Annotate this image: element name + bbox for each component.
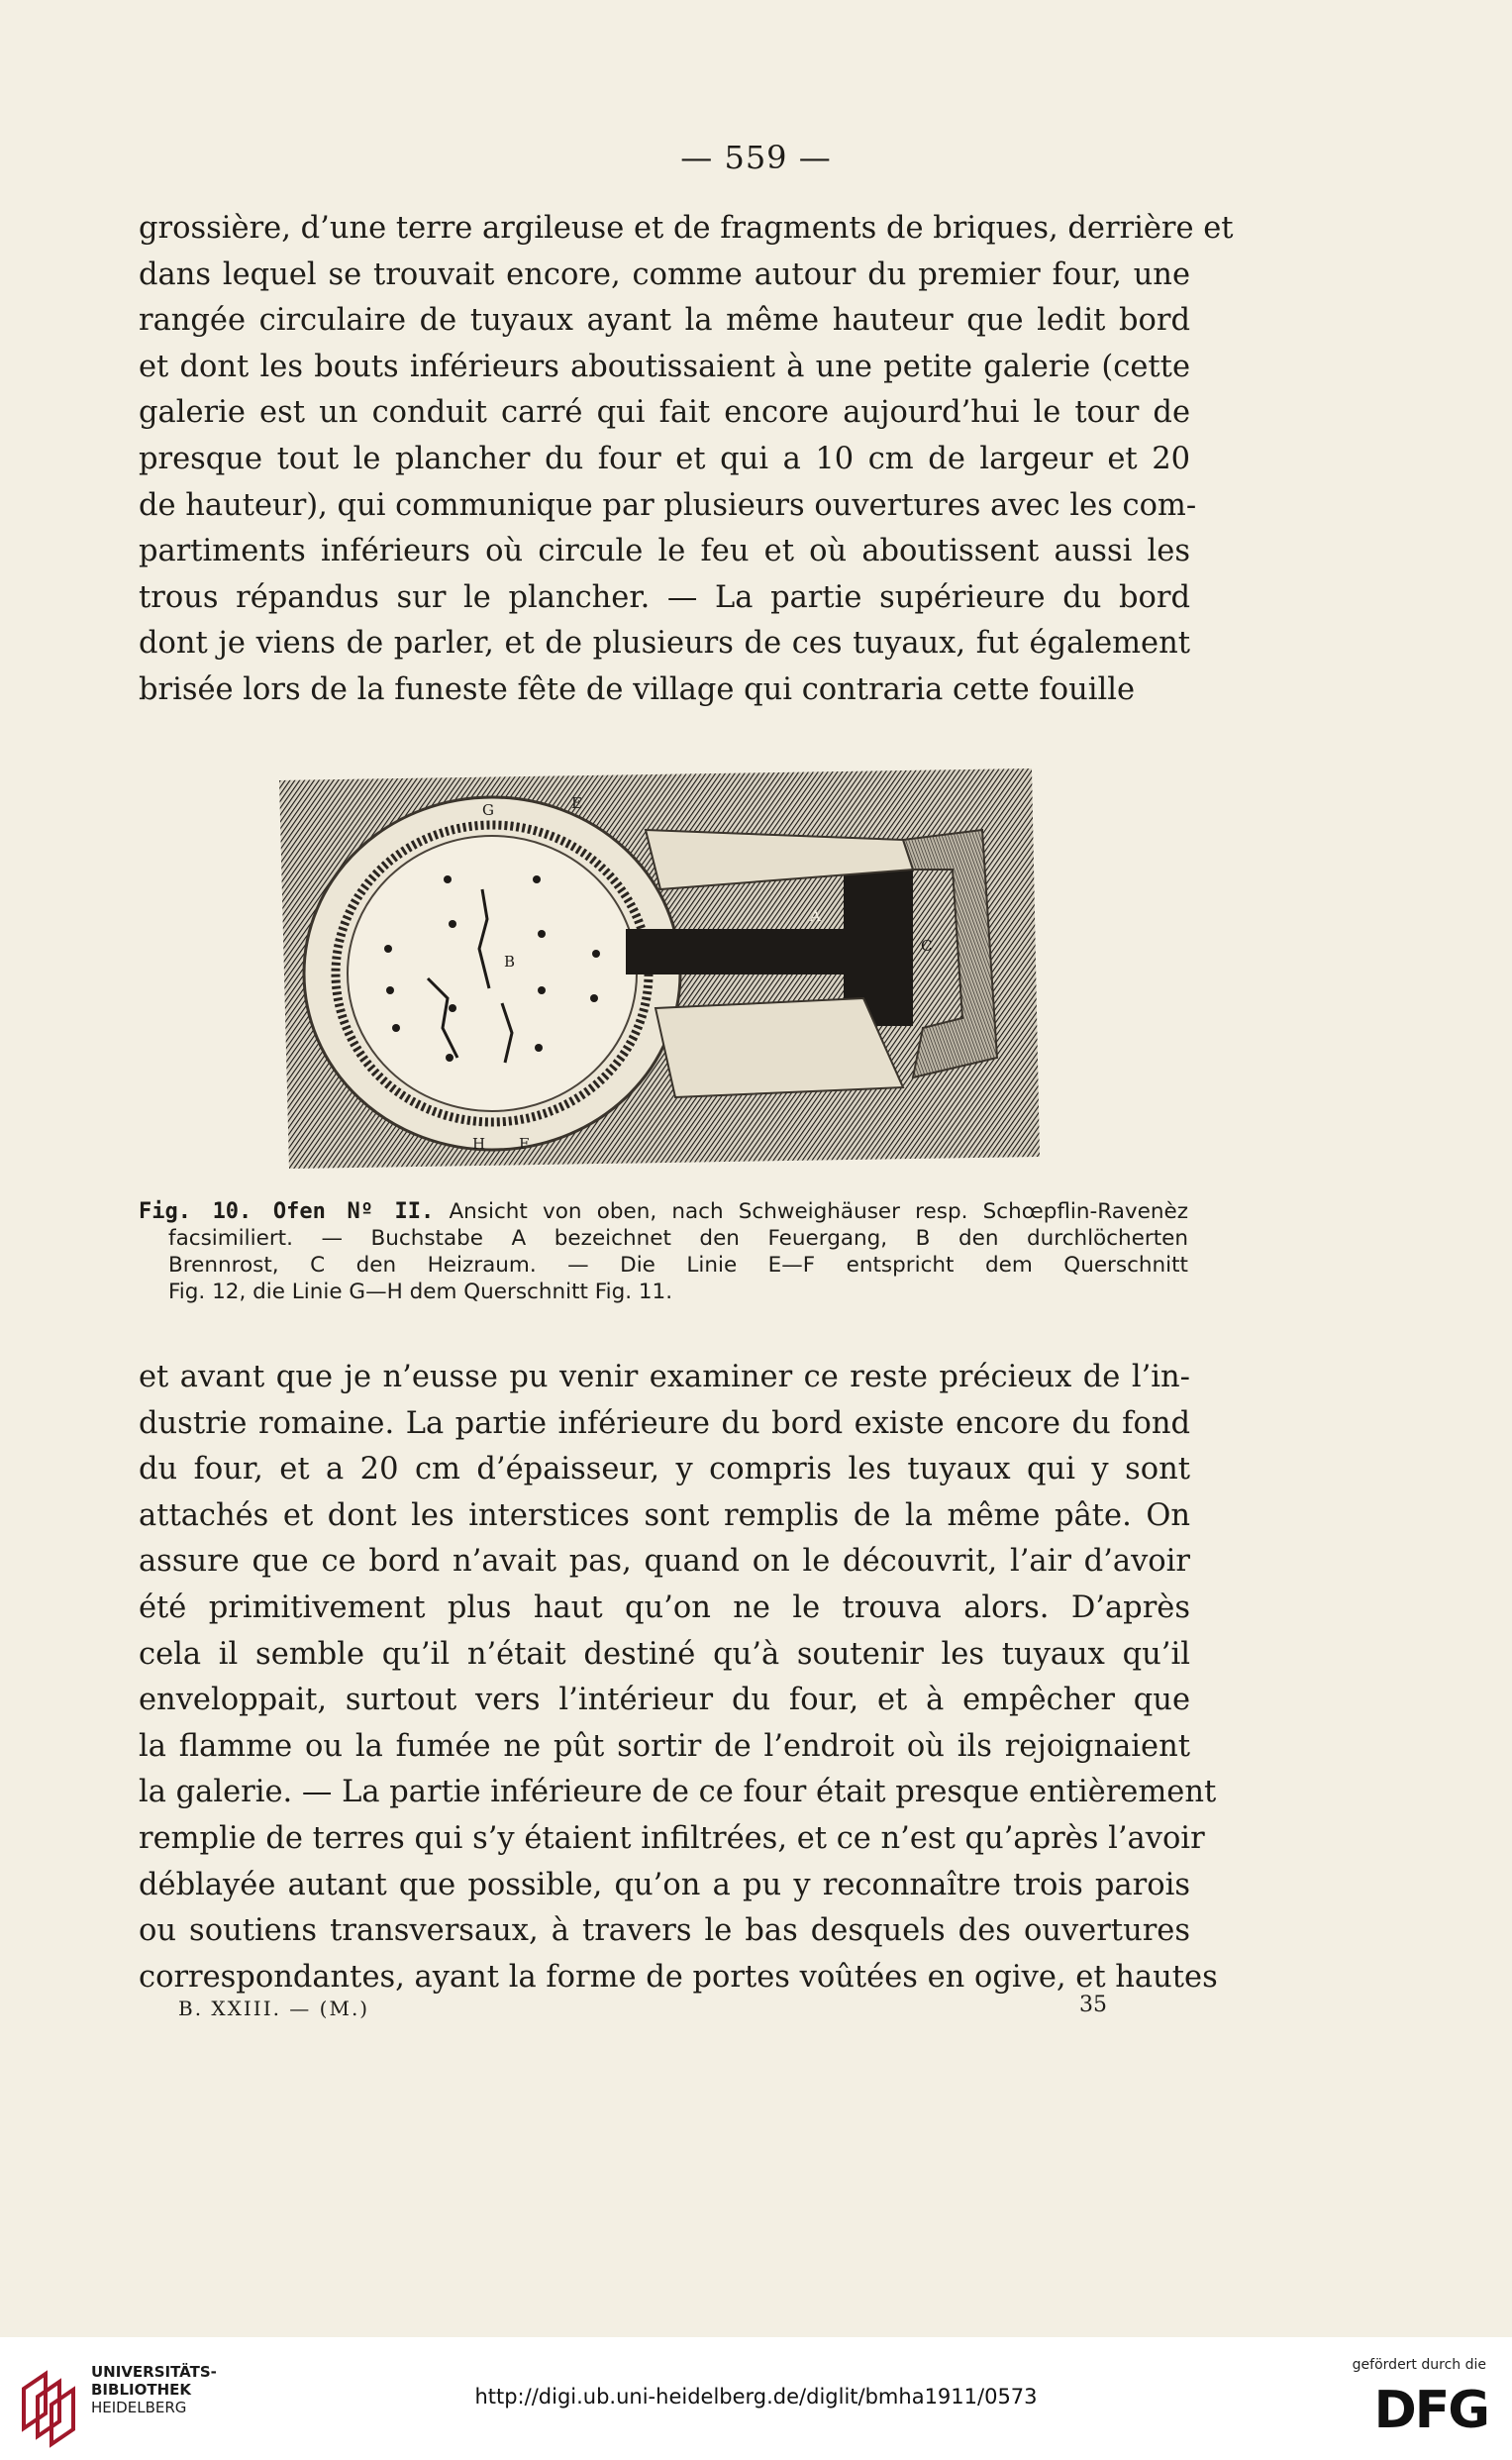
- text-line: cela il semble qu’il n’était destiné qu’à soutenir les tuyaux qu’il: [139, 1636, 1190, 1672]
- text-line: la flamme ou la fumée ne pût sortir de l’endroit où ils rejoignaient: [139, 1728, 1190, 1764]
- text-line: et dont les bouts inférieurs aboutissaient à une petite galerie (cette: [139, 349, 1190, 384]
- text-line: trous répandus sur le plancher. — La partie supérieure du bord: [139, 579, 1190, 615]
- text-line: et avant que je n’eusse pu venir examiner ce reste précieux de l’in-: [139, 1360, 1190, 1394]
- page-number: — 559 —: [680, 139, 832, 176]
- text-line: la galerie. — La partie inférieure de ce four était presque entièrement: [139, 1775, 1217, 1810]
- text-line: dustrie romaine. La partie inférieure du bord existe encore du fond: [139, 1405, 1190, 1441]
- caption-line: Brennrost, C den Heizraum. — Die Linie E—F entspricht dem Querschnitt: [168, 1253, 1188, 1278]
- text-line: rangée circulaire de tuyaux ayant la même hauteur que ledit bord: [139, 303, 1190, 339]
- text-line: enveloppait, surtout vers l’intérieur du four, et à empêcher que: [139, 1683, 1190, 1718]
- body-paragraph-2: [139, 1355, 1218, 2000]
- figure-label-H: H: [472, 1135, 486, 1153]
- corridor-wall-lower: [655, 998, 903, 1097]
- library-name-line: UNIVERSITÄTS-: [91, 2363, 217, 2381]
- text-line: galerie est un conduit carré qui fait encore aujourd’hui le tour de: [139, 395, 1190, 431]
- fire-channel-A: [626, 929, 863, 974]
- dfg-logo: DFG: [1373, 2381, 1488, 2440]
- caption-line: [139, 1198, 1188, 1225]
- figure-label-E: E: [571, 794, 582, 812]
- caption-line: Fig. 12, die Linie G—H dem Querschnitt Fig. 11.: [168, 1280, 673, 1304]
- permalink-url[interactable]: http://digi.ub.uni-heidelberg.de/diglit/bmha1911/0573: [474, 2385, 1038, 2409]
- sheet-number: 35: [1079, 1993, 1107, 2017]
- figure-label-C: C: [921, 937, 933, 955]
- printer-signature: B. XXIII. — (M.): [178, 1997, 370, 2020]
- text-line: de hauteur), qui communique par plusieurs ouvertures avec les com-: [139, 487, 1197, 523]
- caption-line: facsimiliert. — Buchstabe A bezeichnet den Feuergang, B den durchlöcherten: [168, 1226, 1188, 1251]
- digitization-footer: [0, 2337, 1512, 2460]
- figure-label-G: G: [482, 801, 494, 819]
- text-line: grossière, d’une terre argileuse et de fragments de briques, derrière et: [139, 211, 1234, 246]
- text-line: du four, et a 20 cm d’épaisseur, y compris les tuyaux qui y sont: [139, 1452, 1190, 1487]
- text-line: été primitivement plus haut qu’on ne le trouva alors. D’après: [139, 1589, 1190, 1625]
- text-line: brisée lors de la funeste fête de village qui contraria cette fouille: [139, 671, 1136, 707]
- caption-figure-label: Fig. 10. Ofen Nº II.: [139, 1199, 435, 1224]
- text-line: attachés et dont les interstices sont remplis de la même pâte. On: [139, 1497, 1190, 1533]
- text-line: ou soutiens transversaux, à travers le bas desquels des ouvertures: [139, 1913, 1190, 1949]
- text-line: presque tout le plancher du four et qui a 10 cm de largeur et 20: [139, 441, 1190, 476]
- figure-label-F: F: [519, 1135, 530, 1153]
- figure-caption: [139, 1198, 1188, 1305]
- text-line: partiments inférieurs où circule le feu et où aboutissent aussi les: [139, 534, 1190, 569]
- text-line: dans lequel se trouvait encore, comme autour du premier four, une: [139, 256, 1190, 292]
- text-line: déblayée autant que possible, qu’on a pu y reconnaître trois parois: [139, 1867, 1190, 1902]
- kiln-engraving-figure: [269, 761, 1046, 1175]
- library-name-line: BIBLIOTHEK: [91, 2381, 191, 2399]
- text-line: remplie de terres qui s’y étaient infiltrées, et ce n’est qu’après l’avoir: [139, 1820, 1205, 1856]
- caption-text: Ansicht von oben, nach Schweighäuser resp. Schœpflin-Ravenèz: [449, 1199, 1188, 1224]
- text-line: dont je viens de parler, et de plusieurs de ces tuyaux, fut également: [139, 626, 1190, 662]
- figure-label-A: A: [810, 907, 821, 925]
- kiln-plan-illustration: [269, 761, 1046, 1175]
- text-line: correspondantes, ayant la forme de portes voûtées en ogive, et hautes: [139, 1959, 1218, 1995]
- grate-floor: [348, 836, 637, 1111]
- body-paragraph-1: [139, 206, 1234, 714]
- funding-note: gefördert durch die: [1352, 2357, 1486, 2373]
- text-line: assure que ce bord n’avait pas, quand on le découvrit, l’air d’avoir: [139, 1544, 1190, 1580]
- figure-label-B: B: [504, 953, 516, 971]
- library-name-line: HEIDELBERG: [91, 2399, 187, 2416]
